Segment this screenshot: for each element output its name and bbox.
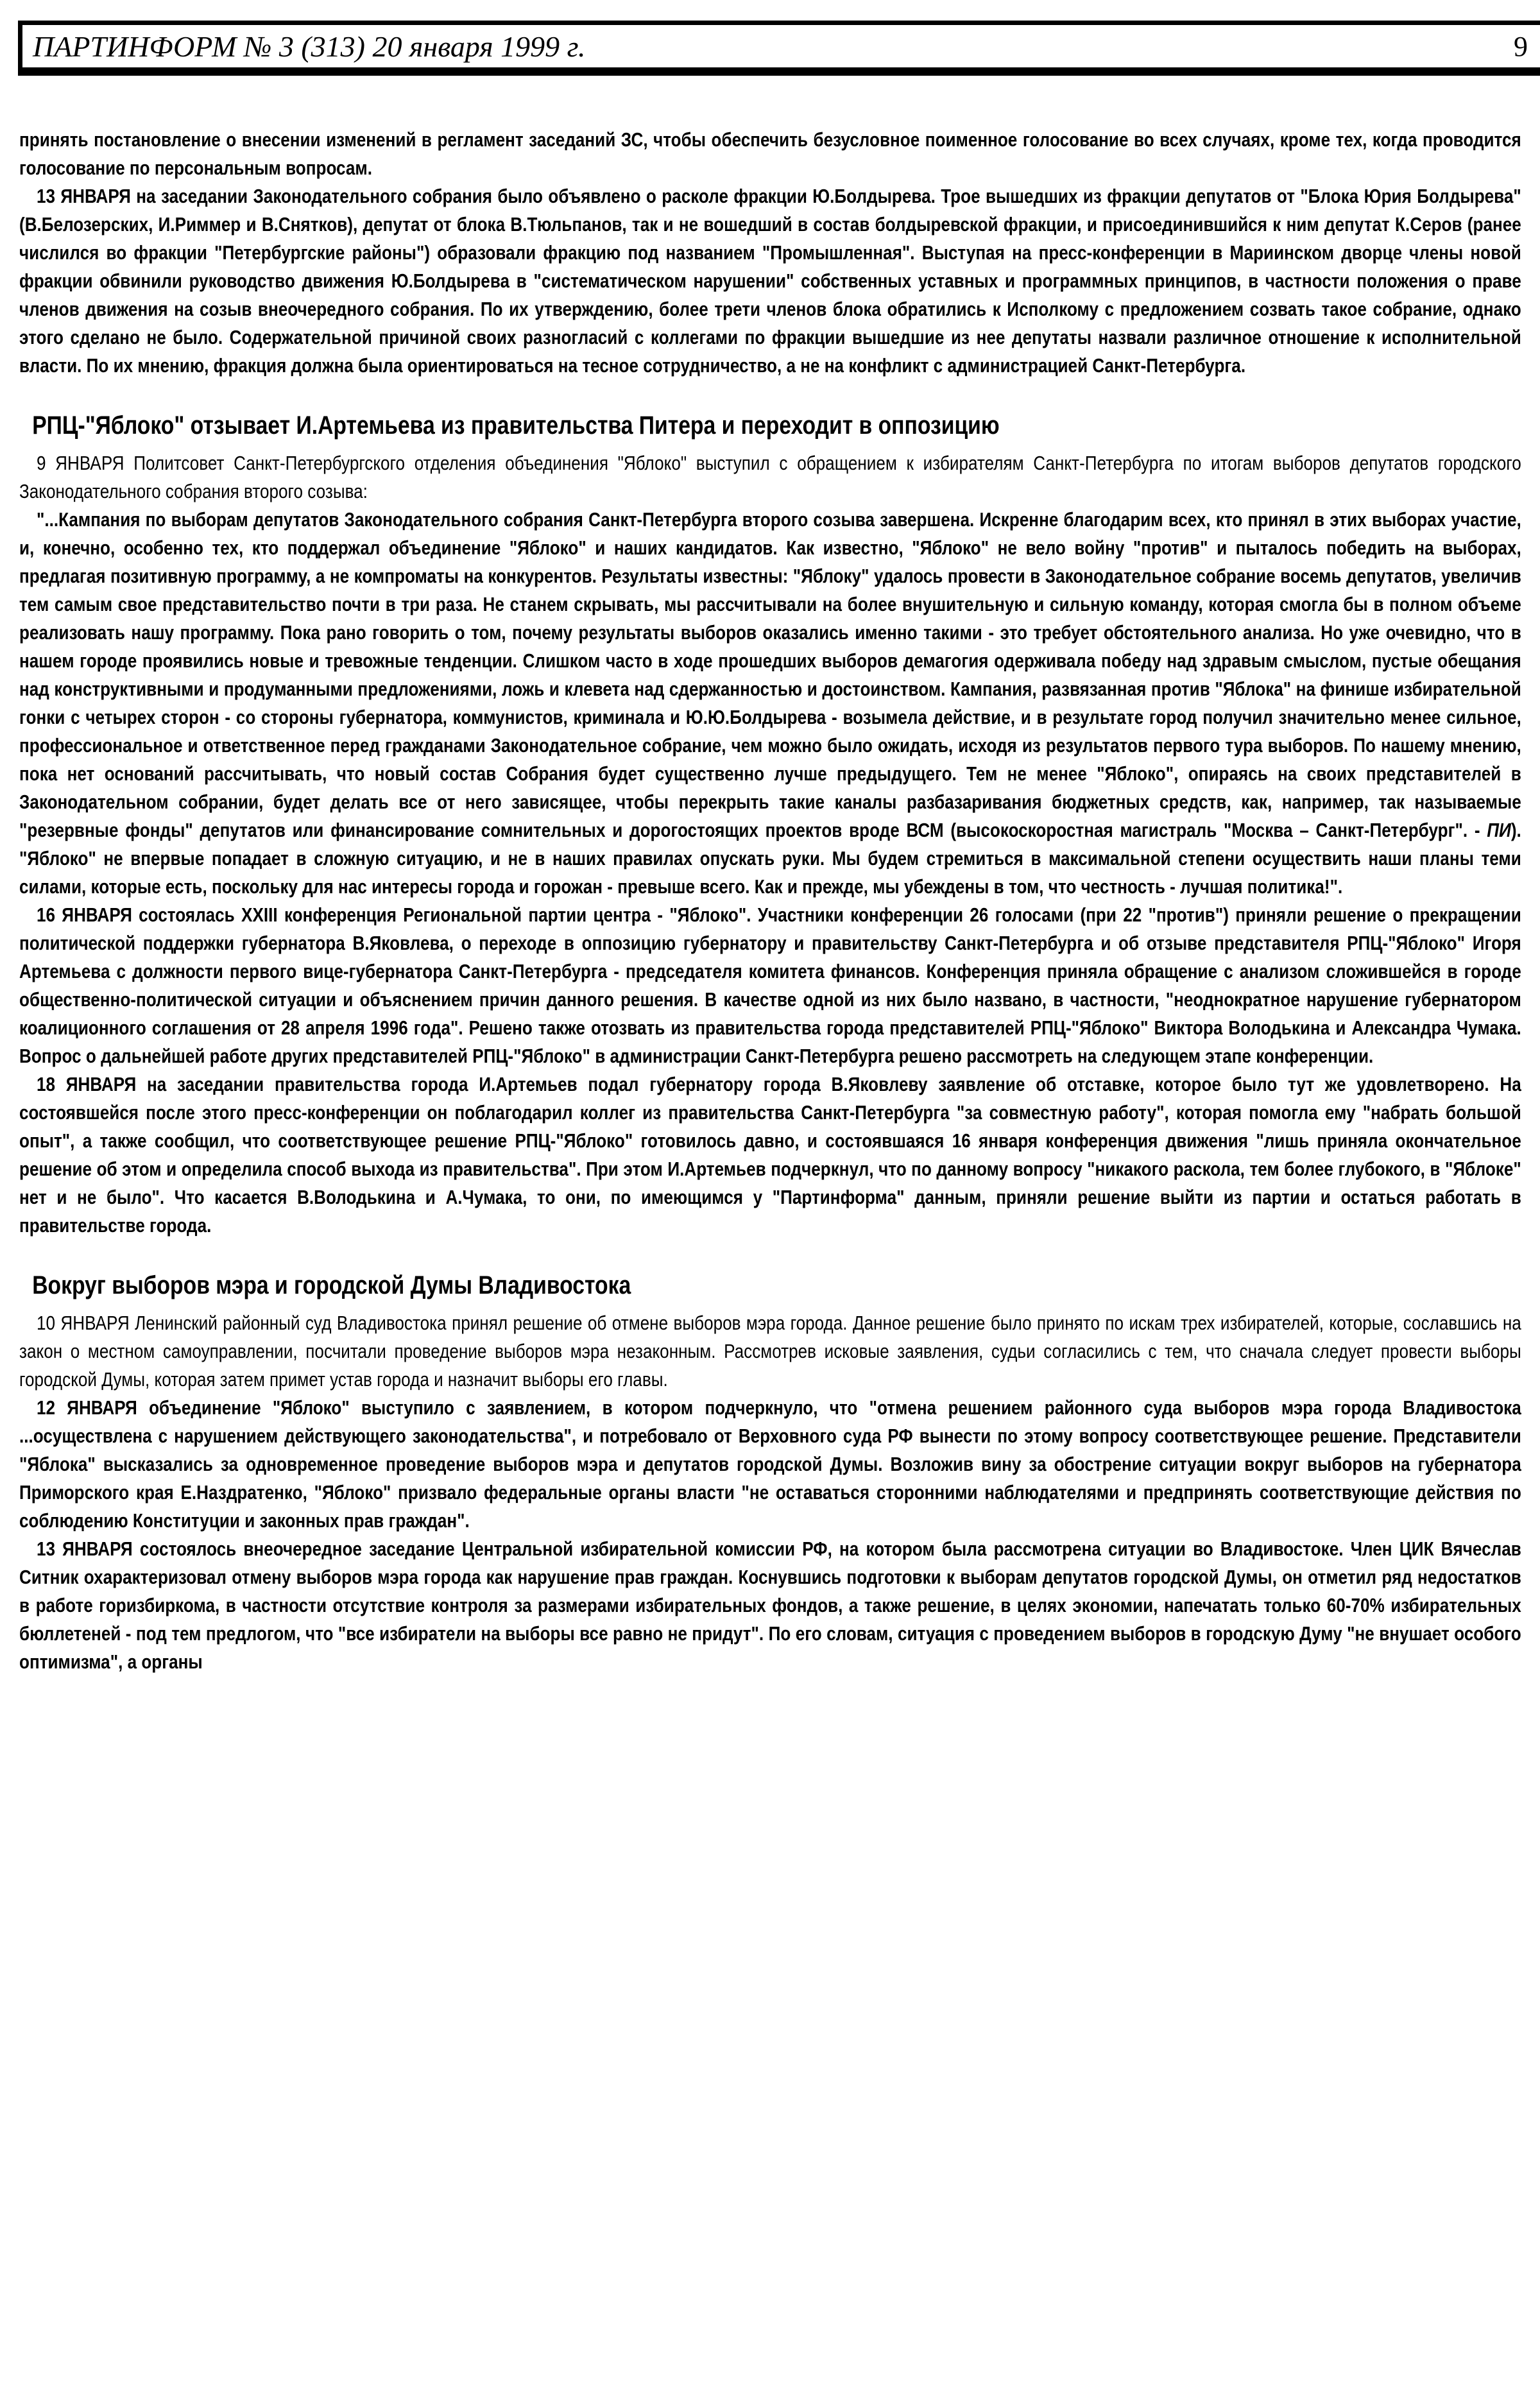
inline-text: "...Кампания по выборам депутатов Законодательного собрания Санкт-Петербурга второго созыва завершена. Искренне благодарим всех, кто принял в этих выборах участие, и, конечно, особенно тех, кто поддержал объединение "Яблоко" и наших кандидатов. Как известно, "Яблоко" не вело войну "против" и пыталось победить на выборах, предлагая позитивную программу, а не компроматы на конкурентов. Результаты известны: "Яблоку" удалось провести в Законодательное собрание восемь депутатов, увеличив тем самым свое представительство почти в три раза. Не станем скрывать, мы рассчитывали на более внушительную и сильную команду, которая смогла бы в полном объеме реализовать нашу программу. Пока рано говорить о том, почему результаты выборов оказались именно такими - это требует обстоятельного анализа. Но уже очевидно, что в нашем городе проявились новые и тревожные тенденции. Слишком часто в ходе прошедших выборов демагогия одерживала победу над здравым смыслом, пустые обещания над конструктивными и продуманными предложениями, ложь и клевета над сдержанностью и достоинством. Кампания, развязанная против "Яблока" на финише избирательной гонки с четырех сторон - со стороны губернатора, коммунистов, криминала и Ю.Ю.Болдырева - возымела действие, и в результате город получил значительно менее сильное, профессиональное и ответственное перед гражданами Законодательное собрание, чем можно было ожидать, исходя из результатов первого тура выборов. По нашему мнению, пока нет оснований рассчитывать, что новый состав Собрания будет существенно лучше предыдущего. Тем не менее "Яблоко", опираясь на своих представителей в Законодательном собрании, будет делать все от него зависящее, чтобы перекрыть такие каналы разбазаривания бюджетных средств, как, например, так называемые "резервные фонды" депутатов или финансирование сомнительных и дорогостоящих проектов вроде ВСМ (высокоскоростная магистраль "Москва – Санкт-Петербург". - bbox=[19, 508, 1521, 841]
paragraph bbox=[19, 506, 1521, 901]
inline-text: принять постановление о внесении изменений в регламент заседаний ЗС, чтобы обеспечить безусловное поименное голосование во всех случаях, кроме тех, когда проводится голосование по персональным вопросам. bbox=[19, 128, 1521, 179]
inline-text: 16 ЯНВАРЯ состоялась XXIII конференция Региональной партии центра - "Яблоко". Участники конференции 26 голосами (при 22 "против") приняли решение о прекращении политической поддержки губернатора В.Яковлева, о переходе в оппозицию губернатору и правительству Санкт-Петербурга и об отзыве представителя РПЦ-"Яблоко" Игоря Артемьева с должности первого вице-губернатора Санкт-Петербурга - председателя комитета финансов. Конференция приняла обращение с анализом сложившейся в городе общественно-политической ситуации и объяснением причин данного решения. В качестве одной из них было названо, в частности, "неоднократное нарушение губернатором коалиционного соглашения от 28 апреля 1996 года". Решено также отозвать из правительства города представителей РПЦ-"Яблоко" Виктора Володькина и Александра Чумака. Вопрос о дальнейшей работе других представителей РПЦ-"Яблоко" в администрации Санкт-Петербурга решено рассмотреть на следующем этапе конференции. bbox=[19, 904, 1521, 1067]
inline-text: 9 ЯНВАРЯ Политсовет Санкт-Петербургского отделения объединения "Яблоко" выступил с обращением к избирателям Санкт-Петербурга по итогам выборов депутатов городского Законодательного собрания второго созыва: bbox=[19, 452, 1521, 502]
newsletter-title: ПАРТИНФОРМ № 3 (313) 20 января 1999 г. bbox=[33, 30, 586, 63]
paragraph bbox=[19, 182, 1521, 380]
section-heading: Вокруг выборов мэра и городской Думы Владивостока bbox=[32, 1271, 631, 1299]
inline-text: 12 ЯНВАРЯ объединение "Яблоко" выступило с заявлением, в котором подчеркнуло, что "отмена решением районного суда выборов мэра города Владивостока ...осуществлена с нарушением действующего законодательства", и потребовало от Верховного суда РФ вынести по этому вопросу соответствующее решение. Представители "Яблока" высказались за одновременное проведение выборов мэра и депутатов городской Думы. Возложив вину за обострение ситуации вокруг выборов на губернатора Приморского края Е.Наздратенко, "Яблоко" призвало федеральные органы власти "не оставаться сторонними наблюдателями и предпринять соответствующие действия по соблюдению Конституции и законных прав граждан". bbox=[19, 1396, 1521, 1532]
inline-text: 10 ЯНВАРЯ Ленинский районный суд Владивостока принял решение об отмене выборов мэра города. Данное решение было принято по искам трех избирателей, которые, сославшись на закон о местном самоуправлении, посчитали проведение выборов мэра незаконным. Рассмотрев исковые заявления, судьи согласились с тем, что сначала следует провести выборы городской Думы, которая затем примет устав города и назначит выборы его главы. bbox=[19, 1312, 1521, 1391]
inline-text: 13 ЯНВАРЯ состоялось внеочередное заседание Центральной избирательной комиссии РФ, на котором была рассмотрена ситуации во Владивостоке. Член ЦИК Вячеслав Ситник охарактеризовал отмену выборов мэра города как нарушение прав граждан. Коснувшись подготовки к выборам депутатов городской Думы, он отметил ряд недостатков в работе горизбиркома, в частности отсутствие контроля за размерами избирательных фондов, а также решение, в целях экономии, напечатать только 60-70% избирательных бюллетеней - под тем предлогом, что "все избиратели на выборы все равно не придут". По его словам, ситуация с проведением выборов в городскую Думу "не внушает особого оптимизма", а органы bbox=[19, 1538, 1521, 1673]
inline-text: ). "Яблоко" не впервые попадает в сложную ситуацию, и не в наших правилах опускать руки. Мы будем стремиться в максимальной степени осуществить наши планы теми силами, которые есть, поскольку для нас интересы города и горожан - превыше всего. Как и прежде, мы убеждены в том, что честность - лучшая политика!". bbox=[19, 819, 1521, 898]
paragraph bbox=[19, 1309, 1521, 1394]
paragraph bbox=[19, 1394, 1521, 1535]
paragraph bbox=[19, 126, 1521, 182]
paragraph bbox=[19, 1070, 1521, 1240]
article-section bbox=[19, 1271, 1521, 1676]
page-number: 9 bbox=[1514, 30, 1528, 62]
paragraph bbox=[19, 901, 1521, 1070]
inline-text: 13 ЯНВАРЯ на заседании Законодательного собрания было объявлено о расколе фракции Ю.Болдырева. Трое вышедших из фракции депутатов от "Блока Юрия Болдырева" (В.Белозерских, И.Риммер и В.Снятков), депутат от блока В.Тюльпанов, так и не вошедший в состав болдыревской фракции, и присоединившийся к ним депутат К.Серов (ранее числился во фракции "Петербургские районы") образовали фракцию под названием "Промышленная". Выступая на пресс-конференции в Мариинском дворце члены новой фракции обвинили руководство движения Ю.Болдырева в "систематическом нарушении" собственных уставных и программных принципов, в частности положения о праве членов движения на созыв внеочередного собрания. По их утверждению, более трети членов блока обратились к Исполкому с предложением созвать такое собрание, однако этого сделано не было. Содержательной причиной своих разногласий с коллегами по фракции вышедшие из нее депутаты назвали различное отношение к исполнительной власти. По их мнению, фракция должна была ориентироваться на тесное сотрудничество, а не на конфликт с администрацией Санкт-Петербурга. bbox=[19, 185, 1521, 377]
article-section bbox=[19, 126, 1521, 380]
inline-text: 18 ЯНВАРЯ на заседании правительства города И.Артемьев подал губернатору города В.Яковлеву заявление об отставке, которое было тут же удовлетворено. На состоявшейся после этого пресс-конференции он поблагодарил коллег из правительства Санкт-Петербурга "за совместную работу", которая помогла ему "набрать большой опыт", а также сообщил, что соответствующее решение РПЦ-"Яблоко" готовилось давно, и состоявшаяся 16 января конференция движения "лишь приняла окончательное решение об этом и определила способ выхода из правительства". При этом И.Артемьев подчеркнул, что по данному вопросу "никакого раскола, тем более глубокого, в "Яблоке" нет и не было". Что касается В.Володькина и А.Чумака, то они, по имеющимся у "Партинформа" данным, приняли решение выйти из партии и остаться работать в правительстве города. bbox=[19, 1073, 1521, 1237]
paragraph bbox=[19, 449, 1521, 506]
article-section bbox=[19, 411, 1521, 1240]
page-header bbox=[18, 21, 1540, 76]
inline-italic-text: ПИ bbox=[1487, 819, 1511, 841]
content bbox=[19, 126, 1521, 1676]
section-heading: РПЦ-"Яблоко" отзывает И.Артемьева из правительства Питера и переходит в оппозицию bbox=[32, 411, 1000, 440]
paragraph bbox=[19, 1535, 1521, 1676]
